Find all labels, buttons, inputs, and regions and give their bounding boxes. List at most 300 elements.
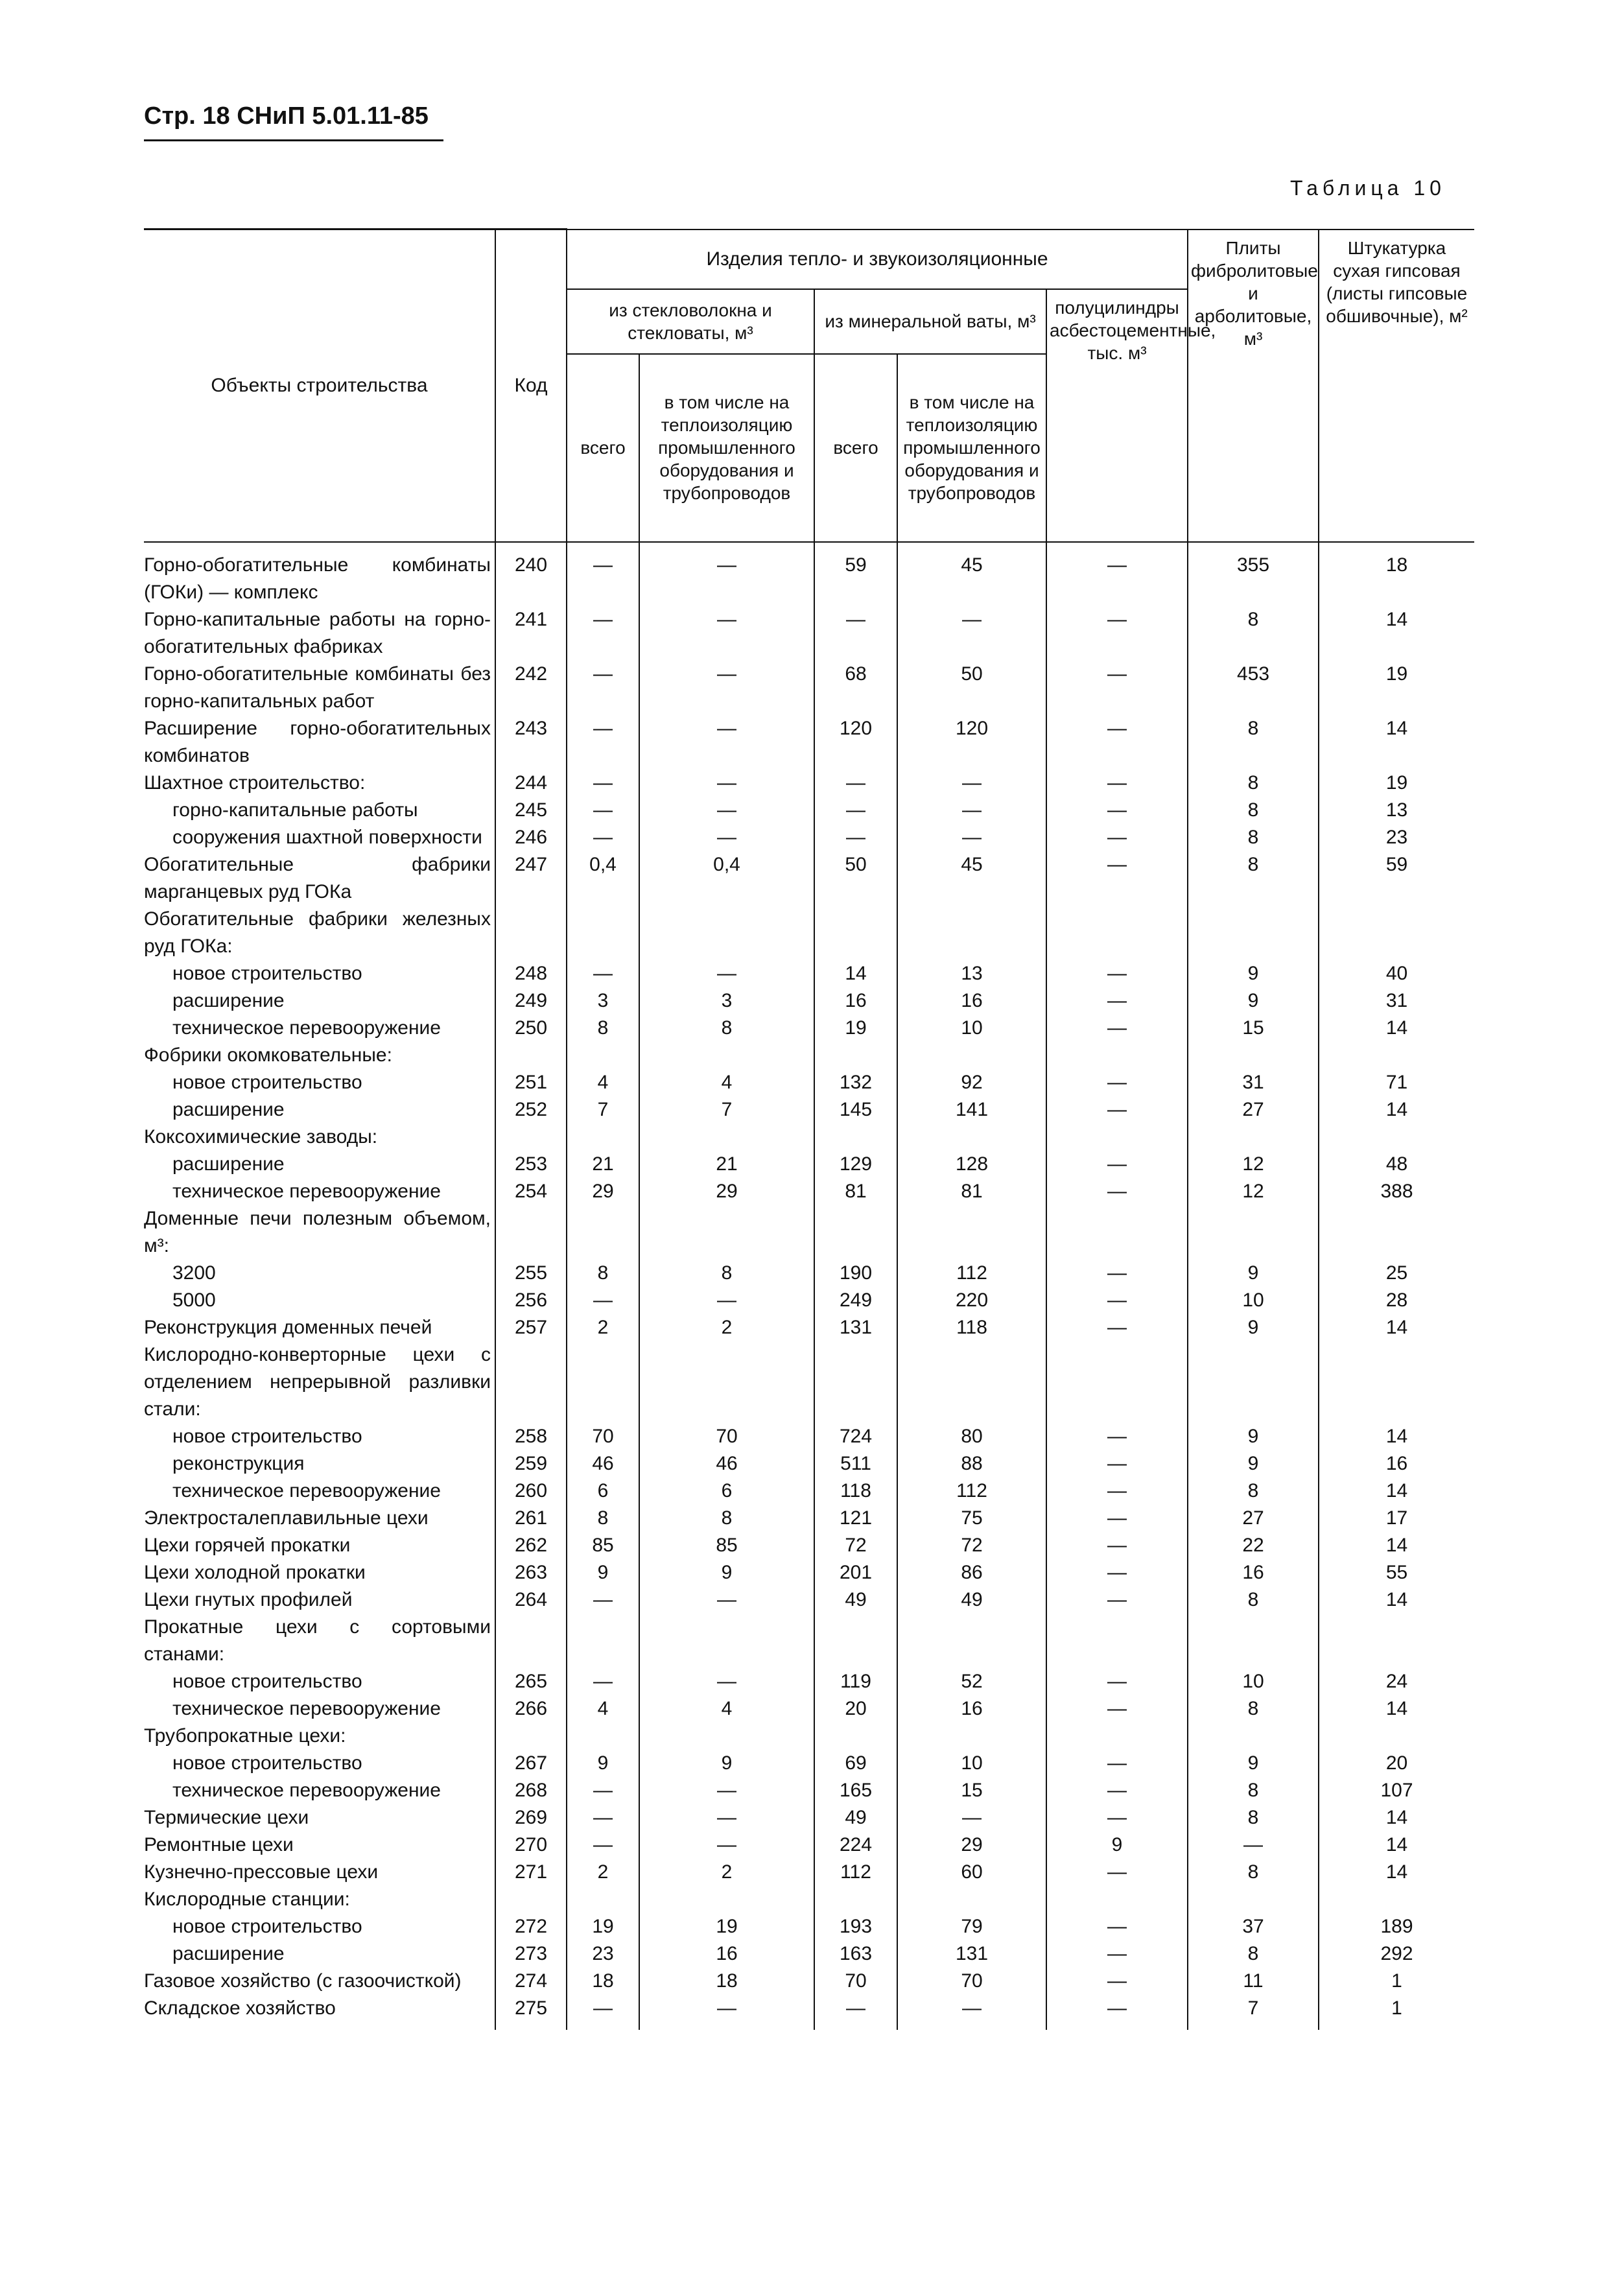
row-object-name: реконструкция	[172, 1452, 305, 1474]
row-value-2: 2	[639, 1314, 814, 1341]
table-row	[144, 1586, 1474, 1614]
row-value-7: 55	[1319, 1559, 1474, 1586]
row-value-5: —	[1046, 606, 1188, 661]
row-code: 259	[495, 1450, 567, 1478]
row-value-3: 249	[814, 1287, 897, 1314]
row-value-3: 121	[814, 1505, 897, 1532]
table-row	[144, 715, 1474, 770]
row-value-7: 14	[1319, 715, 1474, 770]
row-object-name: Цехи гнутых профилей	[144, 1588, 353, 1610]
row-value-1: —	[567, 1777, 639, 1804]
row-value-7: 71	[1319, 1069, 1474, 1096]
table-row	[144, 1314, 1474, 1341]
row-value-5: —	[1046, 1450, 1188, 1478]
row-value-3: 59	[814, 542, 897, 606]
row-value-3: 69	[814, 1750, 897, 1777]
row-value-7: 25	[1319, 1260, 1474, 1287]
row-value-5: —	[1046, 1423, 1188, 1450]
row-value-3: —	[814, 797, 897, 824]
header-objects: Объекты строительства	[144, 230, 495, 542]
row-value-6: —	[1188, 1831, 1319, 1859]
row-object-name: Цехи горячей прокатки	[144, 1534, 351, 1556]
row-value-3: 81	[814, 1178, 897, 1205]
row-value-2: 29	[639, 1178, 814, 1205]
row-code: 262	[495, 1532, 567, 1559]
row-value-6: 16	[1188, 1559, 1319, 1586]
row-value-5: —	[1046, 1069, 1188, 1096]
table-row	[144, 1968, 1474, 1995]
row-value-5: —	[1046, 1695, 1188, 1723]
row-value-7: 14	[1319, 1314, 1474, 1341]
row-value-6	[1188, 1614, 1319, 1668]
row-value-6: 8	[1188, 1586, 1319, 1614]
row-value-5	[1046, 1614, 1188, 1668]
row-value-5	[1046, 1205, 1188, 1260]
row-value-5	[1046, 1341, 1188, 1423]
row-value-6: 9	[1188, 987, 1319, 1015]
header-half-cylinders: полуцилиндры асбестоцементные, тыс. м³	[1046, 289, 1188, 542]
row-value-5: —	[1046, 1668, 1188, 1695]
table-row	[144, 1777, 1474, 1804]
row-value-1: —	[567, 1995, 639, 2030]
row-value-2: —	[639, 770, 814, 797]
row-value-4: 49	[897, 1586, 1046, 1614]
row-value-4: 118	[897, 1314, 1046, 1341]
row-value-7: 14	[1319, 1478, 1474, 1505]
row-object-name: Трубопрокатные цехи:	[144, 1725, 346, 1747]
row-value-5: —	[1046, 1532, 1188, 1559]
page-header: Стр. 18 СНиП 5.01.11-85	[144, 102, 429, 130]
row-value-7: 48	[1319, 1151, 1474, 1178]
row-value-2: 2	[639, 1859, 814, 1886]
row-value-4: 80	[897, 1423, 1046, 1450]
row-object-name: техническое перевооружение	[172, 1479, 441, 1501]
row-value-7: 18	[1319, 542, 1474, 606]
row-code: 243	[495, 715, 567, 770]
row-object-name: расширение	[172, 1098, 285, 1120]
table-row	[144, 1205, 1474, 1260]
row-value-7: 19	[1319, 661, 1474, 715]
row-value-3: 201	[814, 1559, 897, 1586]
row-value-7: 14	[1319, 1831, 1474, 1859]
row-value-3: 16	[814, 987, 897, 1015]
row-object-name: техническое перевооружение	[172, 1779, 441, 1801]
table-row	[144, 851, 1474, 906]
row-value-4: 52	[897, 1668, 1046, 1695]
row-value-4: 10	[897, 1750, 1046, 1777]
row-value-2	[639, 1341, 814, 1423]
page-header-rule	[144, 139, 443, 141]
row-value-3: 19	[814, 1015, 897, 1042]
row-object-name: Цехи холодной прокатки	[144, 1561, 366, 1583]
row-value-7: 189	[1319, 1913, 1474, 1940]
row-code: 271	[495, 1859, 567, 1886]
row-value-2: 7	[639, 1096, 814, 1124]
row-value-5: —	[1046, 542, 1188, 606]
row-value-3	[814, 1341, 897, 1423]
row-value-1: —	[567, 661, 639, 715]
row-value-6: 355	[1188, 542, 1319, 606]
row-value-6: 15	[1188, 1015, 1319, 1042]
table-row	[144, 542, 1474, 606]
row-value-4	[897, 1124, 1046, 1151]
row-object-name: Горно-капитальные работы на горно-обогатительных фабриках	[144, 608, 491, 657]
row-value-6: 8	[1188, 606, 1319, 661]
row-value-6: 8	[1188, 1695, 1319, 1723]
row-value-4: 79	[897, 1913, 1046, 1940]
table-row	[144, 1423, 1474, 1450]
row-value-5: —	[1046, 1478, 1188, 1505]
header-code: Код	[495, 230, 567, 542]
row-code: 245	[495, 797, 567, 824]
row-code: 256	[495, 1287, 567, 1314]
row-value-3: 120	[814, 715, 897, 770]
row-value-7: 31	[1319, 987, 1474, 1015]
row-value-1: —	[567, 1804, 639, 1831]
row-value-1: 85	[567, 1532, 639, 1559]
row-value-4: 60	[897, 1859, 1046, 1886]
row-value-7: 14	[1319, 1015, 1474, 1042]
row-value-1	[567, 1042, 639, 1069]
row-value-6: 8	[1188, 1777, 1319, 1804]
row-object-name: Кислородные станции:	[144, 1888, 350, 1910]
row-code: 261	[495, 1505, 567, 1532]
row-object-name: новое строительство	[172, 1425, 362, 1447]
row-value-1: 6	[567, 1478, 639, 1505]
row-value-1: —	[567, 606, 639, 661]
row-value-2: 4	[639, 1069, 814, 1096]
row-value-1	[567, 1124, 639, 1151]
table-row	[144, 797, 1474, 824]
table-row	[144, 1559, 1474, 1586]
row-value-5: —	[1046, 1287, 1188, 1314]
table-row	[144, 661, 1474, 715]
row-value-5: —	[1046, 960, 1188, 987]
row-value-3: 72	[814, 1532, 897, 1559]
row-value-6	[1188, 1341, 1319, 1423]
row-value-1: —	[567, 960, 639, 987]
row-value-4: 86	[897, 1559, 1046, 1586]
row-code: 260	[495, 1478, 567, 1505]
row-value-6: 8	[1188, 1478, 1319, 1505]
row-value-1: 4	[567, 1069, 639, 1096]
row-value-1: —	[567, 770, 639, 797]
row-value-6: 9	[1188, 1450, 1319, 1478]
row-value-3: 193	[814, 1913, 897, 1940]
row-value-2: 19	[639, 1913, 814, 1940]
row-value-4: 45	[897, 542, 1046, 606]
row-value-4: 88	[897, 1450, 1046, 1478]
table-row	[144, 1940, 1474, 1968]
row-value-3: 118	[814, 1478, 897, 1505]
row-value-2: 46	[639, 1450, 814, 1478]
row-code: 254	[495, 1178, 567, 1205]
row-code: 240	[495, 542, 567, 606]
header-mineral: из минеральной ваты, м³	[814, 289, 1046, 354]
row-value-6: 12	[1188, 1178, 1319, 1205]
row-value-5	[1046, 1042, 1188, 1069]
table-row	[144, 1995, 1474, 2030]
row-value-7	[1319, 1341, 1474, 1423]
header-insulation-group: Изделия тепло- и звукоизоляционные	[567, 230, 1188, 289]
row-value-6	[1188, 906, 1319, 960]
row-value-3: 129	[814, 1151, 897, 1178]
row-value-3	[814, 1205, 897, 1260]
row-value-4: 131	[897, 1940, 1046, 1968]
row-value-4: —	[897, 797, 1046, 824]
row-value-6: 8	[1188, 824, 1319, 851]
row-value-4	[897, 1042, 1046, 1069]
row-value-3: 119	[814, 1668, 897, 1695]
row-value-6	[1188, 1205, 1319, 1260]
row-object-name: горно-капитальные работы	[172, 799, 418, 821]
row-object-name: Кислородно-конверторные цехи с отделением непрерывной разливки стали:	[144, 1343, 491, 1420]
row-code: 255	[495, 1260, 567, 1287]
row-value-1: 2	[567, 1859, 639, 1886]
row-value-4: 16	[897, 1695, 1046, 1723]
row-value-3: 724	[814, 1423, 897, 1450]
row-value-2: —	[639, 542, 814, 606]
row-object-name: Горно-обогатительные комбинаты без горно-капитальных работ	[144, 663, 491, 712]
row-value-2	[639, 1205, 814, 1260]
row-value-7: 17	[1319, 1505, 1474, 1532]
row-value-4	[897, 1886, 1046, 1913]
row-value-2: 9	[639, 1559, 814, 1586]
row-value-1	[567, 1205, 639, 1260]
row-value-4: 92	[897, 1069, 1046, 1096]
row-value-1: —	[567, 542, 639, 606]
header-plaster: Штукатурка сухая гипсовая (листы гипсовые обшивочные), м²	[1319, 230, 1474, 542]
row-object-name: Электросталеплавильные цехи	[144, 1507, 429, 1529]
row-code	[495, 1042, 567, 1069]
row-value-7: 1	[1319, 1995, 1474, 2030]
row-value-1	[567, 906, 639, 960]
row-value-3: —	[814, 824, 897, 851]
row-value-5: —	[1046, 1777, 1188, 1804]
row-value-5: —	[1046, 1940, 1188, 1968]
row-value-2: 85	[639, 1532, 814, 1559]
table-row	[144, 1668, 1474, 1695]
row-value-4	[897, 1614, 1046, 1668]
row-value-1: 8	[567, 1015, 639, 1042]
row-code: 266	[495, 1695, 567, 1723]
row-value-2: 8	[639, 1260, 814, 1287]
row-value-3	[814, 1723, 897, 1750]
row-value-5: —	[1046, 1260, 1188, 1287]
row-value-1: 2	[567, 1314, 639, 1341]
row-value-6: 7	[1188, 1995, 1319, 2030]
row-value-2: —	[639, 824, 814, 851]
table-row	[144, 1614, 1474, 1668]
row-value-1: —	[567, 1831, 639, 1859]
row-value-2: 9	[639, 1750, 814, 1777]
row-code: 250	[495, 1015, 567, 1042]
row-value-1: 3	[567, 987, 639, 1015]
row-code: 242	[495, 661, 567, 715]
row-code: 241	[495, 606, 567, 661]
row-value-2: —	[639, 1995, 814, 2030]
row-value-5: —	[1046, 661, 1188, 715]
row-value-6: 9	[1188, 1260, 1319, 1287]
table-row	[144, 1804, 1474, 1831]
row-value-2: 3	[639, 987, 814, 1015]
row-value-6: 27	[1188, 1505, 1319, 1532]
row-value-2: 6	[639, 1478, 814, 1505]
row-value-3: 511	[814, 1450, 897, 1478]
row-code: 249	[495, 987, 567, 1015]
row-value-4: —	[897, 606, 1046, 661]
row-value-2: —	[639, 1287, 814, 1314]
row-value-3: —	[814, 606, 897, 661]
row-object-name: Прокатные цехи с сортовыми станами:	[144, 1616, 491, 1665]
row-code	[495, 1341, 567, 1423]
row-value-5: —	[1046, 1913, 1188, 1940]
row-value-1: 21	[567, 1151, 639, 1178]
row-value-7: 14	[1319, 1096, 1474, 1124]
row-value-4: 72	[897, 1532, 1046, 1559]
row-value-3: 70	[814, 1968, 897, 1995]
row-value-5: —	[1046, 1586, 1188, 1614]
row-value-4: 10	[897, 1015, 1046, 1042]
row-value-2	[639, 1886, 814, 1913]
row-value-5	[1046, 1124, 1188, 1151]
row-value-4: 112	[897, 1478, 1046, 1505]
row-value-3: 145	[814, 1096, 897, 1124]
row-value-6: 9	[1188, 960, 1319, 987]
row-value-3	[814, 1042, 897, 1069]
row-value-5	[1046, 906, 1188, 960]
row-value-3: 112	[814, 1859, 897, 1886]
header-mineral-total: всего	[814, 354, 897, 542]
row-value-5: —	[1046, 851, 1188, 906]
row-object-name: Газовое хозяйство (с газоочисткой)	[144, 1970, 462, 1992]
row-object-name: Термические цехи	[144, 1806, 309, 1828]
row-value-4: 13	[897, 960, 1046, 987]
row-value-7: 14	[1319, 1695, 1474, 1723]
row-code: 253	[495, 1151, 567, 1178]
row-value-3	[814, 1124, 897, 1151]
row-object-name: техническое перевооружение	[172, 1180, 441, 1202]
row-object-name: новое строительство	[172, 1071, 362, 1093]
row-value-4: 50	[897, 661, 1046, 715]
row-value-7: 388	[1319, 1178, 1474, 1205]
row-object-name: Реконструкция доменных печей	[144, 1316, 432, 1338]
table-row	[144, 1723, 1474, 1750]
row-code: 263	[495, 1559, 567, 1586]
row-value-5: —	[1046, 1859, 1188, 1886]
row-value-6: 11	[1188, 1968, 1319, 1995]
row-value-7: 16	[1319, 1450, 1474, 1478]
row-value-7: 292	[1319, 1940, 1474, 1968]
row-object-name: 5000	[172, 1289, 216, 1311]
row-code	[495, 906, 567, 960]
row-value-7: 14	[1319, 606, 1474, 661]
row-value-3: 131	[814, 1314, 897, 1341]
row-value-5: —	[1046, 1559, 1188, 1586]
row-value-3	[814, 906, 897, 960]
row-value-2	[639, 1124, 814, 1151]
row-code: 274	[495, 1968, 567, 1995]
row-value-3: 49	[814, 1804, 897, 1831]
row-object-name: новое строительство	[172, 1670, 362, 1692]
table-row	[144, 1069, 1474, 1096]
header-fiberglass-including: в том числе на теплоизоляцию промышленного оборудования и трубопроводов	[639, 354, 814, 542]
table-row	[144, 1886, 1474, 1913]
row-value-4: —	[897, 824, 1046, 851]
row-value-7	[1319, 906, 1474, 960]
row-value-2: —	[639, 1804, 814, 1831]
row-value-1	[567, 1341, 639, 1423]
row-object-name: Доменные печи полезным объемом, м³:	[144, 1207, 491, 1256]
row-value-6: 31	[1188, 1069, 1319, 1096]
table-row	[144, 987, 1474, 1015]
table-row	[144, 1178, 1474, 1205]
row-value-5: —	[1046, 1968, 1188, 1995]
row-value-3	[814, 1886, 897, 1913]
row-value-5: —	[1046, 1505, 1188, 1532]
row-value-5	[1046, 1886, 1188, 1913]
row-value-1: 18	[567, 1968, 639, 1995]
row-value-5	[1046, 1723, 1188, 1750]
row-value-1: —	[567, 1287, 639, 1314]
row-code: 268	[495, 1777, 567, 1804]
row-value-6: 27	[1188, 1096, 1319, 1124]
row-code: 258	[495, 1423, 567, 1450]
row-value-2: —	[639, 715, 814, 770]
row-code: 265	[495, 1668, 567, 1695]
table-row	[144, 606, 1474, 661]
row-value-7: 14	[1319, 1586, 1474, 1614]
table-row	[144, 1859, 1474, 1886]
row-value-5: —	[1046, 1804, 1188, 1831]
table-row	[144, 1124, 1474, 1151]
table-row	[144, 1505, 1474, 1532]
row-value-2: 21	[639, 1151, 814, 1178]
row-value-6: 8	[1188, 797, 1319, 824]
row-value-5: —	[1046, 770, 1188, 797]
row-value-6: 12	[1188, 1151, 1319, 1178]
row-value-1: 7	[567, 1096, 639, 1124]
row-code: 251	[495, 1069, 567, 1096]
row-value-5: —	[1046, 1178, 1188, 1205]
table-row	[144, 1750, 1474, 1777]
row-value-7: 1	[1319, 1968, 1474, 1995]
row-value-6	[1188, 1124, 1319, 1151]
row-value-7: 23	[1319, 824, 1474, 851]
row-value-1: 8	[567, 1260, 639, 1287]
row-code: 252	[495, 1096, 567, 1124]
row-value-1: 8	[567, 1505, 639, 1532]
row-value-6: 10	[1188, 1668, 1319, 1695]
row-value-5: —	[1046, 824, 1188, 851]
row-value-1: 0,4	[567, 851, 639, 906]
row-value-1	[567, 1614, 639, 1668]
row-value-3: —	[814, 1995, 897, 2030]
row-value-2: 8	[639, 1015, 814, 1042]
row-value-4: 112	[897, 1260, 1046, 1287]
row-value-2: —	[639, 661, 814, 715]
row-object-name: новое строительство	[172, 1752, 362, 1774]
table-row	[144, 1287, 1474, 1314]
row-value-2	[639, 1614, 814, 1668]
row-value-2	[639, 1723, 814, 1750]
row-code: 264	[495, 1586, 567, 1614]
row-code: 267	[495, 1750, 567, 1777]
row-value-6: 22	[1188, 1532, 1319, 1559]
row-value-6: 9	[1188, 1423, 1319, 1450]
row-object-name: расширение	[172, 1153, 285, 1175]
row-value-7: 107	[1319, 1777, 1474, 1804]
